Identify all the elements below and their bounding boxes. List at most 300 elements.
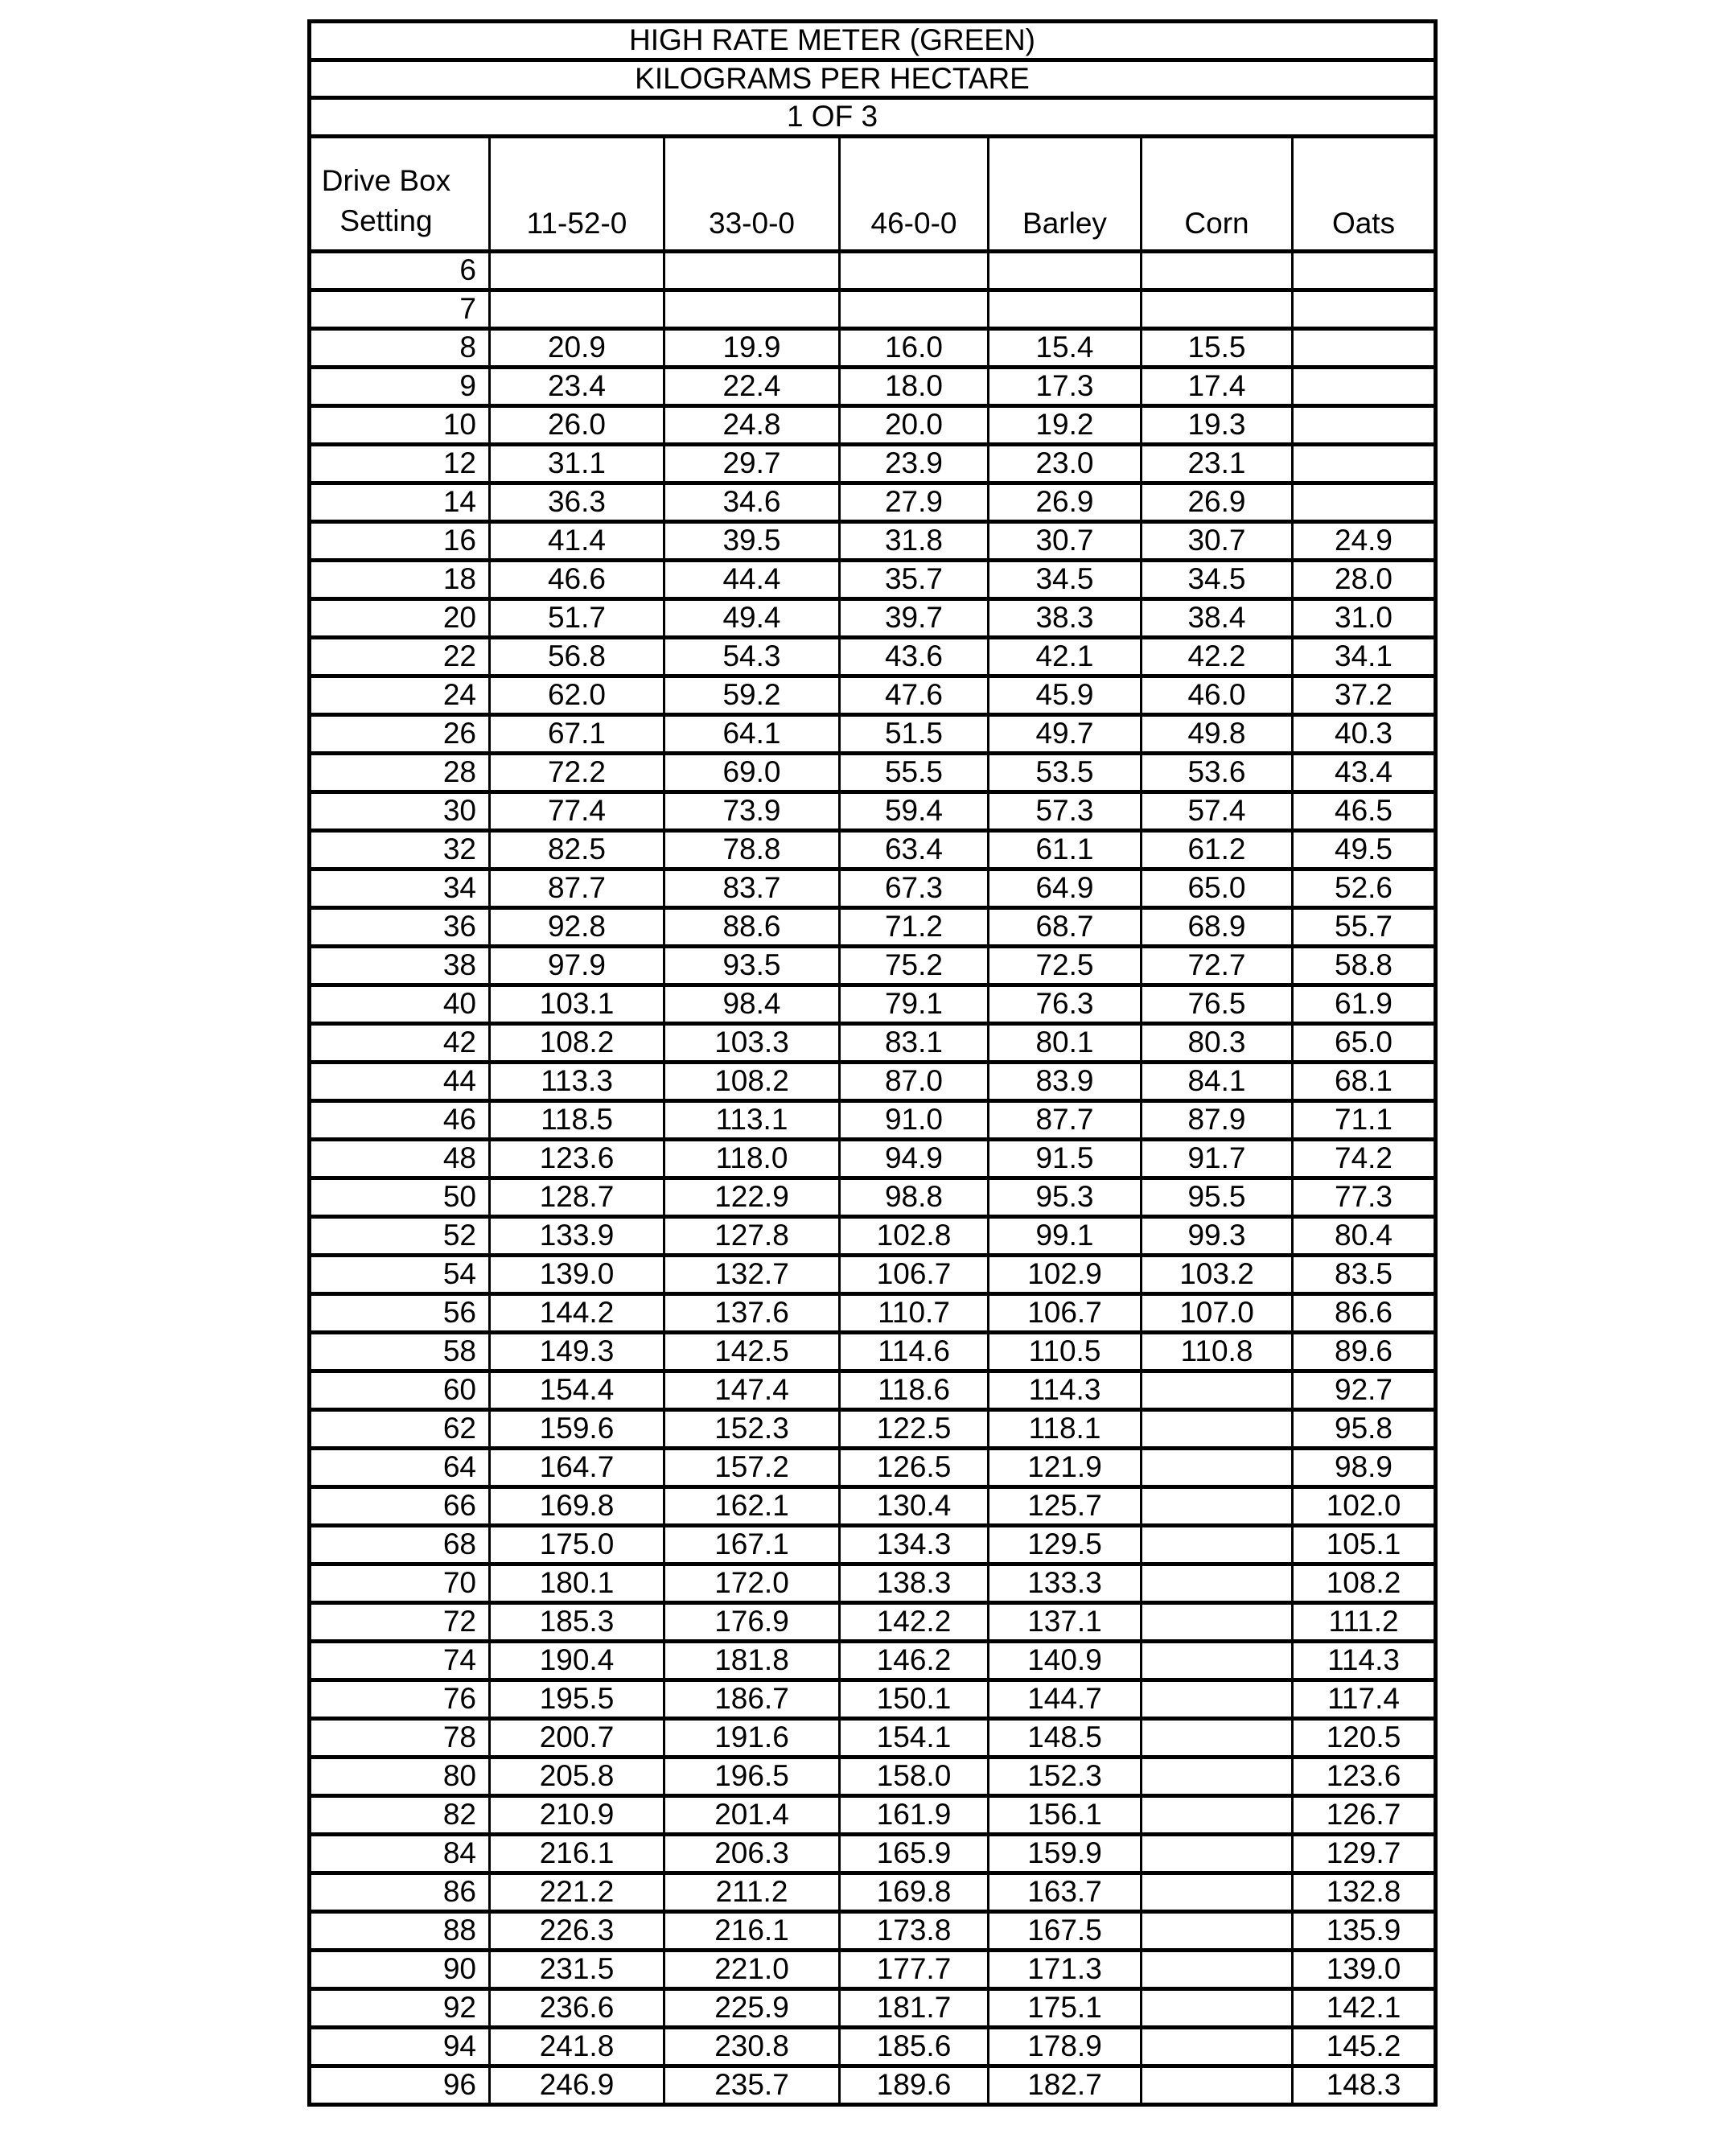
value-cell: 26.9 bbox=[989, 483, 1142, 521]
setting-cell: 76 bbox=[310, 1680, 490, 1718]
col-header-setting-line1: Drive Box bbox=[321, 163, 451, 197]
table-row bbox=[310, 1680, 1436, 1718]
value-cell bbox=[1142, 1371, 1293, 1409]
value-cell: 103.1 bbox=[490, 985, 664, 1023]
value-cell: 120.5 bbox=[1293, 1718, 1436, 1757]
value-cell: 71.2 bbox=[840, 907, 989, 946]
setting-cell: 22 bbox=[310, 637, 490, 676]
value-cell: 45.9 bbox=[989, 676, 1142, 714]
value-cell: 235.7 bbox=[664, 2066, 840, 2104]
value-cell: 24.8 bbox=[664, 405, 840, 444]
value-cell: 102.0 bbox=[1293, 1486, 1436, 1525]
table-row bbox=[310, 1332, 1436, 1371]
setting-cell: 18 bbox=[310, 560, 490, 598]
value-cell: 181.7 bbox=[840, 1988, 989, 2027]
value-cell: 94.9 bbox=[840, 1139, 989, 1178]
value-cell bbox=[1293, 367, 1436, 405]
value-cell: 163.7 bbox=[989, 1873, 1142, 1911]
setting-cell: 66 bbox=[310, 1486, 490, 1525]
value-cell: 30.7 bbox=[1142, 521, 1293, 560]
value-cell: 37.2 bbox=[1293, 676, 1436, 714]
setting-cell: 90 bbox=[310, 1950, 490, 1988]
value-cell: 107.0 bbox=[1142, 1293, 1293, 1332]
setting-cell: 58 bbox=[310, 1332, 490, 1371]
value-cell: 68.7 bbox=[989, 907, 1142, 946]
value-cell: 150.1 bbox=[840, 1680, 989, 1718]
value-cell: 89.6 bbox=[1293, 1332, 1436, 1371]
value-cell: 44.4 bbox=[664, 560, 840, 598]
value-cell: 172.0 bbox=[664, 1564, 840, 1602]
value-cell: 118.1 bbox=[989, 1409, 1142, 1448]
value-cell: 26.0 bbox=[490, 405, 664, 444]
value-cell: 108.2 bbox=[664, 1062, 840, 1100]
value-cell bbox=[989, 251, 1142, 290]
table-row bbox=[310, 1718, 1436, 1757]
value-cell: 80.4 bbox=[1293, 1216, 1436, 1255]
value-cell: 49.4 bbox=[664, 598, 840, 637]
setting-cell: 6 bbox=[310, 251, 490, 290]
value-cell: 43.6 bbox=[840, 637, 989, 676]
value-cell: 241.8 bbox=[490, 2027, 664, 2066]
value-cell: 17.3 bbox=[989, 367, 1142, 405]
value-cell: 65.0 bbox=[1293, 1023, 1436, 1062]
value-cell bbox=[1142, 1718, 1293, 1757]
value-cell: 47.6 bbox=[840, 676, 989, 714]
value-cell: 54.3 bbox=[664, 637, 840, 676]
value-cell: 41.4 bbox=[490, 521, 664, 560]
setting-cell: 96 bbox=[310, 2066, 490, 2104]
value-cell: 236.6 bbox=[490, 1988, 664, 2027]
table-row bbox=[310, 1834, 1436, 1873]
value-cell bbox=[1293, 405, 1436, 444]
value-cell bbox=[1142, 2027, 1293, 2066]
value-cell: 159.6 bbox=[490, 1409, 664, 1448]
table-row bbox=[310, 1988, 1436, 2027]
value-cell: 129.5 bbox=[989, 1525, 1142, 1564]
value-cell: 175.0 bbox=[490, 1525, 664, 1564]
value-cell: 185.6 bbox=[840, 2027, 989, 2066]
table-row bbox=[310, 2066, 1436, 2104]
value-cell: 24.9 bbox=[1293, 521, 1436, 560]
value-cell: 139.0 bbox=[1293, 1950, 1436, 1988]
col-header-drive-box-setting bbox=[310, 136, 490, 251]
value-cell: 34.5 bbox=[989, 560, 1142, 598]
col-header-setting-line2: Setting bbox=[339, 204, 433, 237]
value-cell: 83.7 bbox=[664, 869, 840, 907]
table-row bbox=[310, 444, 1436, 483]
value-cell: 64.9 bbox=[989, 869, 1142, 907]
value-cell bbox=[1293, 290, 1436, 328]
value-cell: 68.1 bbox=[1293, 1062, 1436, 1100]
value-cell: 79.1 bbox=[840, 985, 989, 1023]
setting-cell: 44 bbox=[310, 1062, 490, 1100]
value-cell: 91.0 bbox=[840, 1100, 989, 1139]
table-row bbox=[310, 598, 1436, 637]
value-cell: 23.1 bbox=[1142, 444, 1293, 483]
value-cell bbox=[1293, 251, 1436, 290]
value-cell: 15.5 bbox=[1142, 328, 1293, 367]
value-cell bbox=[1142, 1988, 1293, 2027]
value-cell: 27.9 bbox=[840, 483, 989, 521]
value-cell: 91.7 bbox=[1142, 1139, 1293, 1178]
value-cell: 122.5 bbox=[840, 1409, 989, 1448]
value-cell: 148.3 bbox=[1293, 2066, 1436, 2104]
value-cell: 19.2 bbox=[989, 405, 1142, 444]
value-cell bbox=[664, 251, 840, 290]
value-cell: 18.0 bbox=[840, 367, 989, 405]
value-cell: 34.6 bbox=[664, 483, 840, 521]
table-row bbox=[310, 1100, 1436, 1139]
setting-cell: 34 bbox=[310, 869, 490, 907]
value-cell: 165.9 bbox=[840, 1834, 989, 1873]
value-cell: 142.5 bbox=[664, 1332, 840, 1371]
value-cell: 19.9 bbox=[664, 328, 840, 367]
value-cell: 186.7 bbox=[664, 1680, 840, 1718]
value-cell bbox=[1142, 1602, 1293, 1641]
value-cell: 156.1 bbox=[989, 1795, 1142, 1834]
value-cell: 121.9 bbox=[989, 1448, 1142, 1486]
table-row bbox=[310, 637, 1436, 676]
value-cell: 63.4 bbox=[840, 830, 989, 869]
table-row bbox=[310, 907, 1436, 946]
value-cell: 175.1 bbox=[989, 1988, 1142, 2027]
value-cell bbox=[989, 290, 1142, 328]
setting-cell: 94 bbox=[310, 2027, 490, 2066]
value-cell: 34.5 bbox=[1142, 560, 1293, 598]
value-cell: 106.7 bbox=[840, 1255, 989, 1293]
table-row bbox=[310, 1911, 1436, 1950]
table-row bbox=[310, 791, 1436, 830]
value-cell: 225.9 bbox=[664, 1988, 840, 2027]
col-header-11-52-0: 11-52-0 bbox=[490, 136, 664, 251]
table-row bbox=[310, 1486, 1436, 1525]
table-row bbox=[310, 753, 1436, 791]
table-body bbox=[310, 251, 1436, 2104]
setting-cell: 38 bbox=[310, 946, 490, 985]
value-cell: 83.5 bbox=[1293, 1255, 1436, 1293]
value-cell: 80.3 bbox=[1142, 1023, 1293, 1062]
col-header-barley: Barley bbox=[989, 136, 1142, 251]
value-cell: 59.4 bbox=[840, 791, 989, 830]
value-cell: 87.7 bbox=[490, 869, 664, 907]
value-cell: 16.0 bbox=[840, 328, 989, 367]
value-cell: 108.2 bbox=[1293, 1564, 1436, 1602]
setting-cell: 9 bbox=[310, 367, 490, 405]
value-cell: 98.8 bbox=[840, 1178, 989, 1216]
value-cell: 31.0 bbox=[1293, 598, 1436, 637]
value-cell: 176.9 bbox=[664, 1602, 840, 1641]
value-cell: 110.8 bbox=[1142, 1332, 1293, 1371]
value-cell: 68.9 bbox=[1142, 907, 1293, 946]
value-cell: 38.4 bbox=[1142, 598, 1293, 637]
value-cell: 46.0 bbox=[1142, 676, 1293, 714]
table-row bbox=[310, 560, 1436, 598]
value-cell: 167.1 bbox=[664, 1525, 840, 1564]
setting-cell: 28 bbox=[310, 753, 490, 791]
table-row bbox=[310, 1062, 1436, 1100]
value-cell: 185.3 bbox=[490, 1602, 664, 1641]
setting-cell: 30 bbox=[310, 791, 490, 830]
value-cell: 61.2 bbox=[1142, 830, 1293, 869]
value-cell: 87.7 bbox=[989, 1100, 1142, 1139]
value-cell: 106.7 bbox=[989, 1293, 1142, 1332]
page-indicator-row bbox=[310, 98, 1436, 137]
table-row bbox=[310, 1216, 1436, 1255]
value-cell: 114.3 bbox=[1293, 1641, 1436, 1680]
setting-cell: 72 bbox=[310, 1602, 490, 1641]
value-cell: 180.1 bbox=[490, 1564, 664, 1602]
value-cell: 55.7 bbox=[1293, 907, 1436, 946]
value-cell: 123.6 bbox=[1293, 1757, 1436, 1795]
setting-cell: 56 bbox=[310, 1293, 490, 1332]
value-cell: 103.2 bbox=[1142, 1255, 1293, 1293]
value-cell: 53.6 bbox=[1142, 753, 1293, 791]
value-cell bbox=[1293, 328, 1436, 367]
value-cell: 161.9 bbox=[840, 1795, 989, 1834]
value-cell: 55.5 bbox=[840, 753, 989, 791]
value-cell: 87.9 bbox=[1142, 1100, 1293, 1139]
value-cell: 34.1 bbox=[1293, 637, 1436, 676]
table-row bbox=[310, 1757, 1436, 1795]
value-cell: 53.5 bbox=[989, 753, 1142, 791]
setting-cell: 20 bbox=[310, 598, 490, 637]
value-cell: 103.3 bbox=[664, 1023, 840, 1062]
value-cell: 23.9 bbox=[840, 444, 989, 483]
value-cell bbox=[490, 290, 664, 328]
setting-cell: 42 bbox=[310, 1023, 490, 1062]
value-cell: 152.3 bbox=[989, 1757, 1142, 1795]
value-cell: 71.1 bbox=[1293, 1100, 1436, 1139]
value-cell bbox=[1293, 483, 1436, 521]
value-cell: 190.4 bbox=[490, 1641, 664, 1680]
value-cell: 92.7 bbox=[1293, 1371, 1436, 1409]
value-cell: 105.1 bbox=[1293, 1525, 1436, 1564]
value-cell: 127.8 bbox=[664, 1216, 840, 1255]
table-head bbox=[310, 22, 1436, 252]
value-cell bbox=[1142, 1409, 1293, 1448]
setting-cell: 60 bbox=[310, 1371, 490, 1409]
value-cell bbox=[840, 290, 989, 328]
value-cell: 142.1 bbox=[1293, 1988, 1436, 2027]
value-cell: 61.1 bbox=[989, 830, 1142, 869]
value-cell: 46.5 bbox=[1293, 791, 1436, 830]
value-cell: 205.8 bbox=[490, 1757, 664, 1795]
value-cell: 189.6 bbox=[840, 2066, 989, 2104]
value-cell: 118.5 bbox=[490, 1100, 664, 1139]
value-cell bbox=[1142, 1448, 1293, 1486]
value-cell: 216.1 bbox=[664, 1911, 840, 1950]
value-cell: 162.1 bbox=[664, 1486, 840, 1525]
value-cell: 137.6 bbox=[664, 1293, 840, 1332]
value-cell bbox=[1293, 444, 1436, 483]
value-cell: 108.2 bbox=[490, 1023, 664, 1062]
value-cell bbox=[1142, 1873, 1293, 1911]
value-cell: 211.2 bbox=[664, 1873, 840, 1911]
setting-cell: 52 bbox=[310, 1216, 490, 1255]
value-cell: 158.0 bbox=[840, 1757, 989, 1795]
value-cell: 191.6 bbox=[664, 1718, 840, 1757]
value-cell: 206.3 bbox=[664, 1834, 840, 1873]
value-cell: 35.7 bbox=[840, 560, 989, 598]
value-cell: 114.6 bbox=[840, 1332, 989, 1371]
table-row bbox=[310, 1564, 1436, 1602]
setting-cell: 10 bbox=[310, 405, 490, 444]
value-cell bbox=[1142, 1834, 1293, 1873]
value-cell: 201.4 bbox=[664, 1795, 840, 1834]
value-cell bbox=[1142, 1564, 1293, 1602]
table-row bbox=[310, 2027, 1436, 2066]
value-cell: 123.6 bbox=[490, 1139, 664, 1178]
value-cell bbox=[1142, 251, 1293, 290]
value-cell: 169.8 bbox=[840, 1873, 989, 1911]
table-row bbox=[310, 830, 1436, 869]
table-row bbox=[310, 251, 1436, 290]
value-cell bbox=[1142, 290, 1293, 328]
value-cell bbox=[1142, 1795, 1293, 1834]
value-cell: 49.8 bbox=[1142, 714, 1293, 753]
setting-cell: 80 bbox=[310, 1757, 490, 1795]
col-header-oats: Oats bbox=[1293, 136, 1436, 251]
value-cell: 49.7 bbox=[989, 714, 1142, 753]
value-cell: 26.9 bbox=[1142, 483, 1293, 521]
value-cell: 195.5 bbox=[490, 1680, 664, 1718]
value-cell: 140.9 bbox=[989, 1641, 1142, 1680]
value-cell: 51.7 bbox=[490, 598, 664, 637]
value-cell: 15.4 bbox=[989, 328, 1142, 367]
setting-cell: 7 bbox=[310, 290, 490, 328]
setting-cell: 62 bbox=[310, 1409, 490, 1448]
value-cell: 42.1 bbox=[989, 637, 1142, 676]
value-cell: 182.7 bbox=[989, 2066, 1142, 2104]
value-cell: 142.2 bbox=[840, 1602, 989, 1641]
value-cell: 31.1 bbox=[490, 444, 664, 483]
value-cell: 102.8 bbox=[840, 1216, 989, 1255]
value-cell: 75.2 bbox=[840, 946, 989, 985]
value-cell: 38.3 bbox=[989, 598, 1142, 637]
value-cell: 132.7 bbox=[664, 1255, 840, 1293]
value-cell: 134.3 bbox=[840, 1525, 989, 1564]
value-cell: 17.4 bbox=[1142, 367, 1293, 405]
value-cell: 154.4 bbox=[490, 1371, 664, 1409]
value-cell: 122.9 bbox=[664, 1178, 840, 1216]
value-cell: 49.5 bbox=[1293, 830, 1436, 869]
setting-cell: 16 bbox=[310, 521, 490, 560]
value-cell: 97.9 bbox=[490, 946, 664, 985]
setting-cell: 36 bbox=[310, 907, 490, 946]
value-cell: 80.1 bbox=[989, 1023, 1142, 1062]
value-cell: 196.5 bbox=[664, 1757, 840, 1795]
value-cell: 154.1 bbox=[840, 1718, 989, 1757]
value-cell: 149.3 bbox=[490, 1332, 664, 1371]
value-cell: 22.4 bbox=[664, 367, 840, 405]
value-cell: 40.3 bbox=[1293, 714, 1436, 753]
value-cell: 118.0 bbox=[664, 1139, 840, 1178]
table-subtitle: KILOGRAMS PER HECTARE bbox=[310, 60, 1436, 98]
col-header-33-0-0: 33-0-0 bbox=[664, 136, 840, 251]
value-cell: 132.8 bbox=[1293, 1873, 1436, 1911]
value-cell: 19.3 bbox=[1142, 405, 1293, 444]
setting-cell: 92 bbox=[310, 1988, 490, 2027]
table-row bbox=[310, 1371, 1436, 1409]
col-header-46-0-0: 46-0-0 bbox=[840, 136, 989, 251]
setting-cell: 84 bbox=[310, 1834, 490, 1873]
value-cell: 57.3 bbox=[989, 791, 1142, 830]
value-cell: 133.9 bbox=[490, 1216, 664, 1255]
value-cell: 144.7 bbox=[989, 1680, 1142, 1718]
value-cell: 65.0 bbox=[1142, 869, 1293, 907]
value-cell: 148.5 bbox=[989, 1718, 1142, 1757]
value-cell: 152.3 bbox=[664, 1409, 840, 1448]
value-cell: 99.3 bbox=[1142, 1216, 1293, 1255]
value-cell: 102.9 bbox=[989, 1255, 1142, 1293]
rate-table bbox=[307, 19, 1438, 2107]
setting-cell: 70 bbox=[310, 1564, 490, 1602]
value-cell: 167.5 bbox=[989, 1911, 1142, 1950]
value-cell: 77.4 bbox=[490, 791, 664, 830]
value-cell: 59.2 bbox=[664, 676, 840, 714]
setting-cell: 78 bbox=[310, 1718, 490, 1757]
value-cell: 147.4 bbox=[664, 1371, 840, 1409]
table-row bbox=[310, 1873, 1436, 1911]
value-cell: 113.3 bbox=[490, 1062, 664, 1100]
setting-cell: 82 bbox=[310, 1795, 490, 1834]
value-cell: 92.8 bbox=[490, 907, 664, 946]
table-row bbox=[310, 328, 1436, 367]
title-row bbox=[310, 22, 1436, 60]
table-row bbox=[310, 1178, 1436, 1216]
value-cell: 146.2 bbox=[840, 1641, 989, 1680]
value-cell: 145.2 bbox=[1293, 2027, 1436, 2066]
value-cell: 111.2 bbox=[1293, 1602, 1436, 1641]
value-cell: 177.7 bbox=[840, 1950, 989, 1988]
value-cell bbox=[1142, 1486, 1293, 1525]
value-cell bbox=[1142, 1950, 1293, 1988]
value-cell: 113.1 bbox=[664, 1100, 840, 1139]
table-row bbox=[310, 869, 1436, 907]
value-cell bbox=[1142, 1525, 1293, 1564]
table-row bbox=[310, 714, 1436, 753]
value-cell: 246.9 bbox=[490, 2066, 664, 2104]
value-cell: 20.0 bbox=[840, 405, 989, 444]
setting-cell: 86 bbox=[310, 1873, 490, 1911]
col-header-corn: Corn bbox=[1142, 136, 1293, 251]
value-cell: 230.8 bbox=[664, 2027, 840, 2066]
value-cell: 82.5 bbox=[490, 830, 664, 869]
setting-cell: 8 bbox=[310, 328, 490, 367]
value-cell: 69.0 bbox=[664, 753, 840, 791]
setting-cell: 26 bbox=[310, 714, 490, 753]
value-cell: 221.2 bbox=[490, 1873, 664, 1911]
value-cell: 93.5 bbox=[664, 946, 840, 985]
value-cell: 117.4 bbox=[1293, 1680, 1436, 1718]
value-cell bbox=[840, 251, 989, 290]
value-cell: 91.5 bbox=[989, 1139, 1142, 1178]
page-indicator: 1 OF 3 bbox=[310, 98, 1436, 137]
value-cell: 74.2 bbox=[1293, 1139, 1436, 1178]
table-row bbox=[310, 1641, 1436, 1680]
setting-cell: 74 bbox=[310, 1641, 490, 1680]
table-title: HIGH RATE METER (GREEN) bbox=[310, 22, 1436, 60]
value-cell: 39.5 bbox=[664, 521, 840, 560]
value-cell: 61.9 bbox=[1293, 985, 1436, 1023]
value-cell: 67.3 bbox=[840, 869, 989, 907]
value-cell: 137.1 bbox=[989, 1602, 1142, 1641]
table-row bbox=[310, 405, 1436, 444]
setting-cell: 50 bbox=[310, 1178, 490, 1216]
value-cell: 169.8 bbox=[490, 1486, 664, 1525]
value-cell: 83.9 bbox=[989, 1062, 1142, 1100]
value-cell: 72.2 bbox=[490, 753, 664, 791]
